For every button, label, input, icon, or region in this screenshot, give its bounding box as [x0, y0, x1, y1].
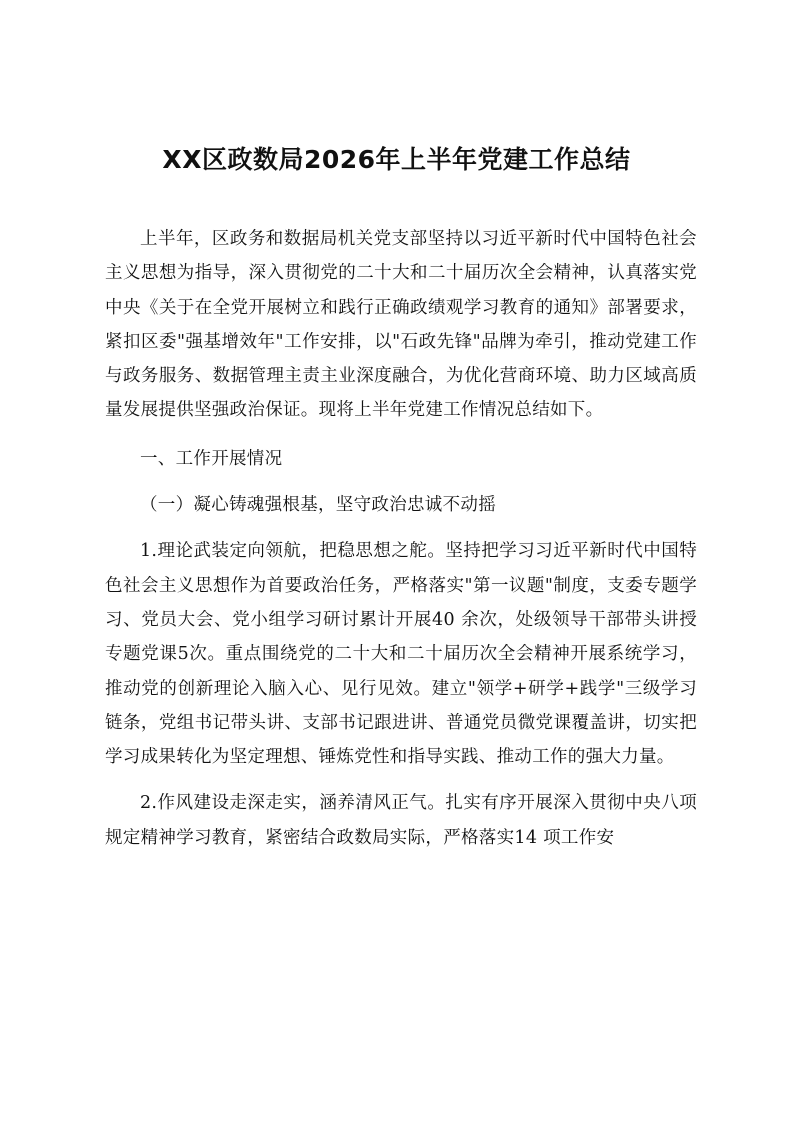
subsection-heading-1: （一）凝心铸魂强根基，坚守政治忠诚不动摇: [140, 495, 496, 516]
intro-paragraph: 上半年，区政务和数据局机关党支部坚持以习近平新时代中国特色社会主义思想为指导，深入贯彻党的二十大和二十届历次全会精神，认真落实党中央《关于在全党开展树立和践行正确政绩观学习教育的通知》部署要求，紧扣区委"强基增效年"工作安排，以"石政先锋"品牌为牵引，推动党建工作与政务服务、数据管理主责主业深度融合，为优化营商环境、助力区域高质量发展提供坚强政治保证。现将上半年党建工作情况总结如下。: [105, 229, 697, 421]
document-title: XX区政数局2026年上半年党建工作总结: [162, 145, 631, 174]
document-body: [105, 222, 697, 855]
section-heading-1: 一、工作开展情况: [140, 448, 283, 469]
body-paragraph-1: 1.理论武装定向领航，把稳思想之舵。坚持把学习习近平新时代中国特色社会主义思想作为首要政治任务，严格落实"第一议题"制度，支委专题学习、党员大会、党小组学习研讨累计开展40 余次，处级领导干部带头讲授专题党课5次。重点围绕党的二十大和二十届历次全会精神开展系统学习，推动党的创新理论入脑入心、见行见效。建立"领学+研学+践学"三级学习链条，党组书记带头讲、支部书记跟进讲、普通党员微党课覆盖讲，切实把学习成果转化为坚定理想、锤炼党性和指导实践、推动工作的强大力量。: [105, 541, 697, 768]
body-paragraph-2: 2.作风建设走深走实，涵养清风正气。扎实有序开展深入贯彻中央八项规定精神学习教育，紧密结合政数局实际，严格落实14 项工作安: [105, 793, 697, 848]
